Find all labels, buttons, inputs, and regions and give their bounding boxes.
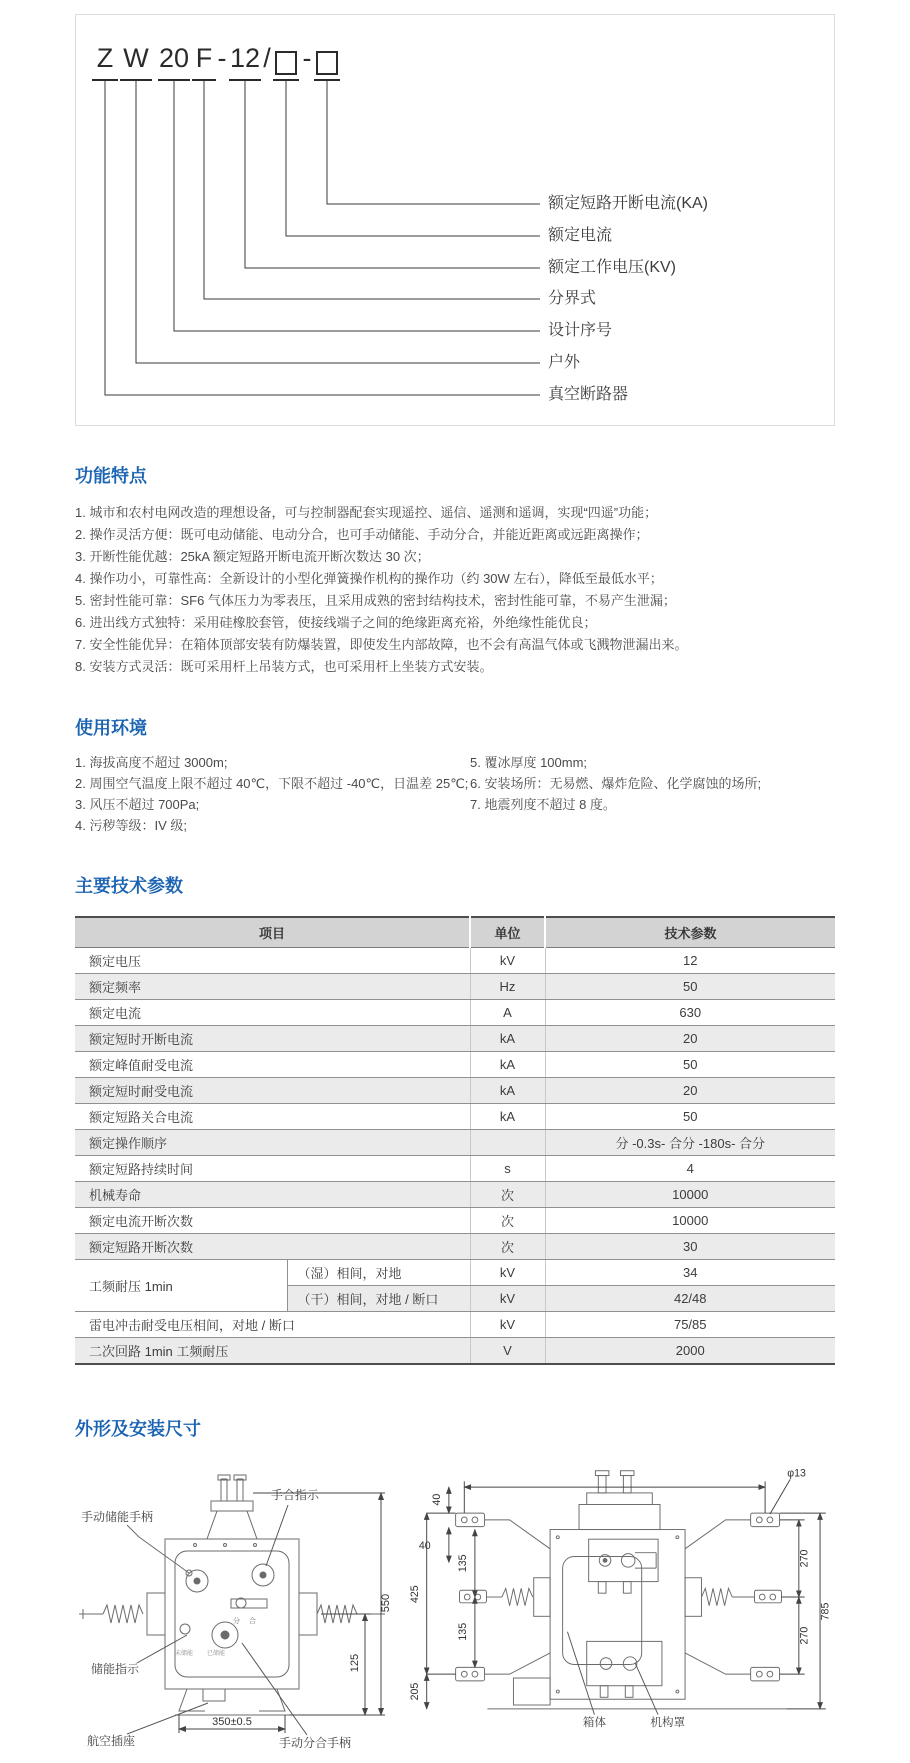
cell-value: 4 (545, 1156, 835, 1182)
environment-title: 使用环境 (75, 718, 147, 738)
cell-value: 50 (545, 1104, 835, 1130)
side-view-callouts (567, 1632, 685, 1729)
cell-value: 34 (545, 1260, 835, 1286)
front-view-drawing (75, 1463, 405, 1763)
cell-unit: kA (470, 1026, 545, 1052)
features-list (75, 502, 835, 678)
cell-value: 50 (545, 1052, 835, 1078)
cell-item: 额定电流 (75, 1000, 470, 1026)
cell-item: 额定电压 (75, 948, 470, 974)
cell-value: 30 (545, 1234, 835, 1260)
environment-item: 6. 安装场所：无易燃、爆炸危险、化学腐蚀的场所; (470, 776, 762, 791)
not-charged-text: 未储能 (175, 1651, 194, 1657)
model-label: 设计序号 (548, 322, 613, 339)
outline-drawings (75, 1455, 835, 1755)
cell-item: 额定短路持续时间 (75, 1156, 470, 1182)
cell-value: 50 (545, 974, 835, 1000)
table-row (75, 1208, 835, 1234)
cell-value: 75/85 (545, 1312, 835, 1338)
feature-item: 6. 进出线方式独特：采用硅橡胶套管，使接线端子之间的绝缘距离充裕，外绝缘性能优良； (75, 615, 597, 630)
cell-item: 二次回路 1min 工频耐压 (75, 1338, 470, 1365)
environment-item: 4. 污秽等级：IV 级; (75, 818, 187, 833)
front-view-callouts (81, 1487, 351, 1750)
cell-sub-item: （湿）相间，对地 (287, 1260, 470, 1286)
cell-unit: kV (470, 948, 545, 974)
feature-item: 8. 安装方式灵活：既可采用杆上吊装方式，也可采用杆上坐装方式安装。 (75, 659, 493, 674)
model-blank-box-1 (273, 41, 299, 81)
aviation-socket-label: 航空插座 (87, 1734, 136, 1748)
dim-40-top: 40 (431, 1493, 444, 1506)
dim-40-side: 40 (418, 1539, 431, 1552)
column-header-value: 技术参数 (545, 917, 835, 948)
dim-425: 425 (409, 1585, 422, 1603)
cell-unit: kV (470, 1260, 545, 1286)
environment-item: 1. 海拔高度不超过 3000m; (75, 755, 228, 770)
cell-sub-item: （干）相间，对地 / 断口 (287, 1286, 470, 1312)
model-dash: - (217, 43, 227, 73)
cell-value: 20 (545, 1078, 835, 1104)
cell-item-group: 工频耐压 1min (75, 1260, 287, 1312)
table-row (75, 1234, 835, 1260)
cell-unit: A (470, 1000, 545, 1026)
cell-value: 12 (545, 948, 835, 974)
feature-item: 5. 密封性能可靠：SF6 气体压力为零表压，且采用成熟的密封结构技术，密封性能可靠，不易产生泄漏； (75, 593, 676, 608)
cell-unit: 次 (470, 1234, 545, 1260)
model-char-z: Z (92, 41, 118, 81)
environment-list (75, 752, 835, 836)
model-label: 额定电流 (548, 227, 613, 244)
cell-unit: s (470, 1156, 545, 1182)
table-row (75, 1052, 835, 1078)
model-char-f: F (192, 41, 216, 81)
dim-135-upper: 135 (457, 1554, 470, 1573)
model-char-12: 12 (229, 41, 261, 81)
side-view-drawing (405, 1383, 835, 1759)
environment-item: 5. 覆冰厚度 100mm; (470, 755, 588, 770)
model-dash: - (302, 43, 312, 73)
table-row (75, 1078, 835, 1104)
cell-value: 630 (545, 1000, 835, 1026)
cell-item: 额定短时开断电流 (75, 1026, 470, 1052)
manual-switch-handle-label: 手动分合手柄 (279, 1736, 352, 1750)
table-row (75, 1338, 835, 1365)
cell-value: 42/48 (545, 1286, 835, 1312)
open-text: 分 (233, 1618, 240, 1625)
model-label: 额定工作电压(KV) (548, 259, 677, 276)
table-header-row (75, 917, 835, 948)
model-label: 真空断路器 (548, 386, 629, 403)
cell-value: 10000 (545, 1208, 835, 1234)
cell-unit: V (470, 1338, 545, 1365)
cell-item: 额定频率 (75, 974, 470, 1000)
parameters-title: 主要技术参数 (75, 876, 183, 896)
column-header-item: 项目 (75, 917, 470, 948)
side-view-dimension-texts (409, 1468, 832, 1701)
feature-item: 2. 操作灵活方便：既可电动储能、电动分合，也可手动储能、手动分合，并能近距离或远距离操作； (75, 527, 649, 542)
cell-item: 额定峰值耐受电流 (75, 1052, 470, 1078)
model-label: 分界式 (548, 290, 597, 307)
front-view-dimension-lines (179, 1493, 385, 1733)
features-title: 功能特点 (75, 466, 147, 486)
box-body-label: 箱体 (582, 1717, 606, 1730)
table-row (75, 1130, 835, 1156)
cell-value: 分 -0.3s- 合分 -180s- 合分 (545, 1130, 835, 1156)
cell-value: 10000 (545, 1182, 835, 1208)
dim-270-lower: 270 (798, 1626, 811, 1645)
model-char-w: W (120, 41, 152, 81)
energy-indicator-label: 储能指示 (91, 1662, 140, 1676)
parameters-table (75, 916, 835, 1365)
cell-item: 机械寿命 (75, 1182, 470, 1208)
cell-item: 额定短路开断次数 (75, 1234, 470, 1260)
model-designation-diagram (75, 14, 835, 426)
feature-item: 4. 操作功小，可靠性高：全新设计的小型化弹簧操作机构的操作功（约 30W 左右），降低至最低水平； (75, 571, 663, 586)
cell-unit: Hz (470, 974, 545, 1000)
cell-item: 额定电流开断次数 (75, 1208, 470, 1234)
dim-205: 205 (409, 1682, 422, 1701)
side-view-body (456, 1471, 787, 1709)
cell-unit: 次 (470, 1208, 545, 1234)
environment-right-column (470, 752, 835, 836)
cell-value: 20 (545, 1026, 835, 1052)
front-view-panel-texts (175, 1616, 256, 1657)
table-row (75, 1026, 835, 1052)
dim-125: 125 (349, 1653, 361, 1673)
cell-item: 雷电冲击耐受电压相间，对地 / 断口 (75, 1312, 470, 1338)
feature-item: 7. 安全性能优异：在箱体顶部安装有防爆装置，即使发生内部故障，也不会有高温气体或飞溅物泄漏出来。 (75, 637, 688, 652)
cell-value: 2000 (545, 1338, 835, 1365)
cell-unit: kV (470, 1312, 545, 1338)
charged-text: 已储能 (207, 1651, 226, 1657)
dim-550: 550 (380, 1593, 392, 1613)
table-row (75, 1000, 835, 1026)
table-row (75, 1182, 835, 1208)
environment-left-column (75, 752, 470, 836)
environment-item: 2. 周围空气温度上限不超过 40℃，下限不超过 -40℃，日温差 25℃; (75, 776, 469, 791)
table-row (75, 1312, 835, 1338)
dim-350: 350±0.5 (212, 1716, 252, 1728)
cell-unit: 次 (470, 1182, 545, 1208)
model-label: 户外 (548, 354, 581, 371)
feature-item: 1. 城市和农村电网改造的理想设备，可与控制器配套实现遥控、遥信、遥测和遥调，实现“四遥”功能； (75, 505, 658, 520)
table-row (75, 1156, 835, 1182)
model-char-20: 20 (158, 41, 190, 81)
dim-270-upper: 270 (798, 1549, 811, 1568)
dim-785: 785 (819, 1602, 832, 1621)
cell-unit (470, 1130, 545, 1156)
dim-hole-dia: φ13 (787, 1467, 806, 1480)
close-text: 合 (249, 1618, 256, 1625)
model-slash: / (263, 43, 271, 73)
table-row (75, 974, 835, 1000)
model-blank-box-2 (314, 41, 340, 81)
model-label: 额定短路开断电流(KA) (548, 195, 709, 212)
close-indicator-label: 手合指示 (271, 1488, 320, 1502)
manual-energy-handle-label: 手动储能手柄 (81, 1510, 154, 1524)
environment-item: 7. 地震列度不超过 8 度。 (470, 797, 616, 812)
feature-item: 3. 开断性能优越：25kA 额定短路开断电流开断次数达 30 次； (75, 549, 430, 564)
cell-unit: kA (470, 1078, 545, 1104)
table-row (75, 948, 835, 974)
outline-title: 外形及安装尺寸 (75, 1419, 201, 1439)
table-row (75, 1104, 835, 1130)
cell-unit: kA (470, 1052, 545, 1078)
cell-unit: kA (470, 1104, 545, 1130)
environment-item: 3. 风压不超过 700Pa; (75, 797, 200, 812)
dim-135-lower: 135 (457, 1622, 470, 1641)
table-row (75, 1260, 835, 1286)
column-header-unit: 单位 (470, 917, 545, 948)
mechanism-cover-label: 机构罩 (650, 1717, 686, 1730)
cell-item: 额定短时耐受电流 (75, 1078, 470, 1104)
cell-item: 额定短路关合电流 (75, 1104, 470, 1130)
cell-unit: kV (470, 1286, 545, 1312)
cell-item: 额定操作顺序 (75, 1130, 470, 1156)
